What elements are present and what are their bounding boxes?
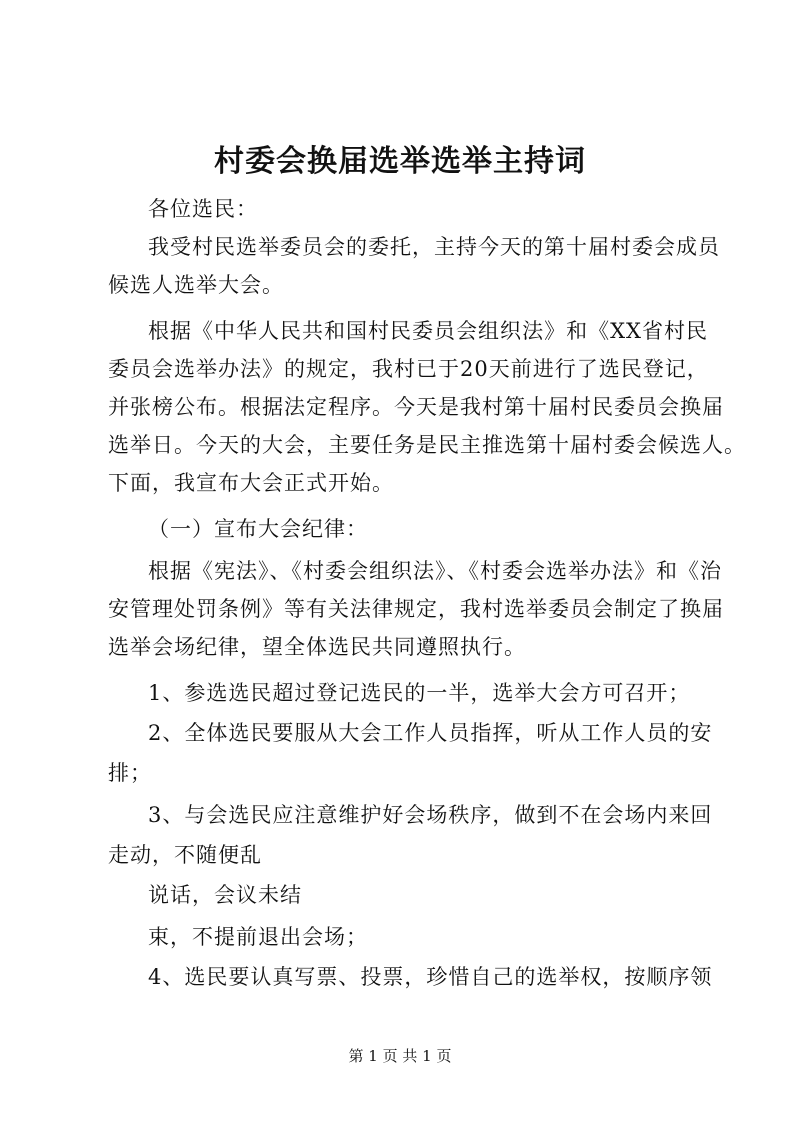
paragraph-line: 安管理处罚条例》等有关法律规定，我村选举委员会制定了换届 [108, 597, 724, 621]
paragraph-line: 选举日。今天的大会，主要任务是民主推选第十届村委会候选人。 [108, 433, 746, 457]
paragraph-line: 我受村民选举委员会的委托，主持今天的第十届村委会成员 [148, 235, 720, 259]
rule-item: 2、全体选民要服从大会工作人员指挥，听从工作人员的安 [148, 721, 713, 745]
paragraph-line: 委员会选举办法》的规定，我村已于20天前进行了选民登记， [108, 357, 709, 381]
paragraph-line: 候选人选举大会。 [108, 273, 284, 297]
paragraph-line: 选举会场纪律，望全体选民共同遵照执行。 [108, 635, 526, 659]
page-footer: 第 1 页 共 1 页 [348, 1047, 452, 1065]
paragraph-line: 根据《中华人民共和国村民委员会组织法》和《XX省村民 [148, 319, 708, 343]
paragraph-line: 并张榜公布。根据法定程序。今天是我村第十届村民委员会换届 [108, 395, 724, 419]
paragraph-line: 排； [108, 761, 152, 785]
paragraph-line: 根据《宪法》、《村委会组织法》、《村委会选举办法》和《治 [148, 559, 722, 583]
document-title: 村委会换届选举选举主持词 [214, 144, 586, 179]
rule-item: 1、参选选民超过登记选民的一半，选举大会方可召开； [148, 681, 691, 705]
paragraph-line: 说话，会议未结 [148, 883, 302, 907]
paragraph-line: 下面，我宣布大会正式开始。 [108, 471, 394, 495]
section-heading: （一）宣布大会纪律： [148, 517, 368, 541]
paragraph-line: 走动，不随便乱 [108, 843, 262, 867]
rule-item: 4、选民要认真写票、投票，珍惜自己的选举权，按顺序领 [148, 965, 713, 989]
rule-item: 3、与会选民应注意维护好会场秩序，做到不在会场内来回 [148, 803, 713, 827]
salutation: 各位选民： [148, 197, 258, 221]
paragraph-line: 束，不提前退出会场； [148, 925, 368, 949]
